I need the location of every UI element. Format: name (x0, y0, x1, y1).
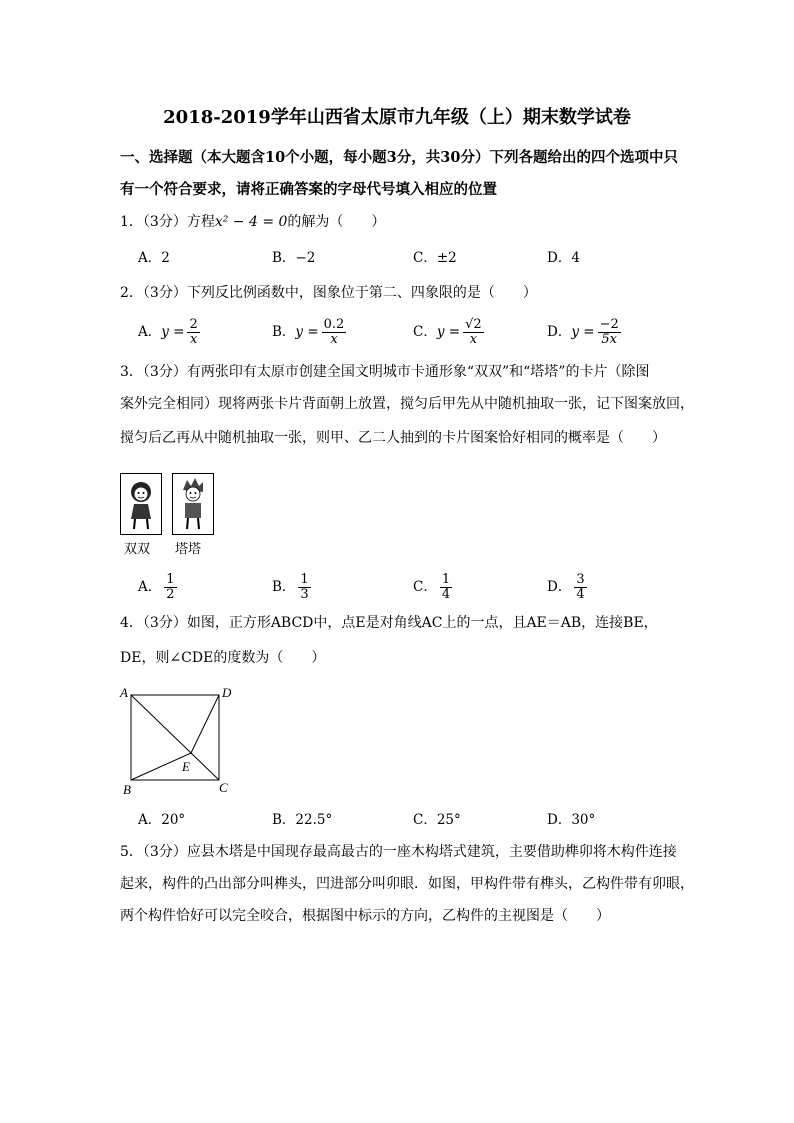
vertex-b-label: B (123, 782, 131, 797)
q1-equation: x² − 4 = 0 (214, 214, 288, 230)
q3-option-c[interactable]: C． $\frac{1}{4}$ (413, 572, 451, 602)
question-5-line3: 两个构件恰好可以完全咬合，根据图中标示的方向，乙构件的主视图是（ ） (120, 908, 610, 924)
page-title: 2018-2019学年山西省太原市九年级（上）期末数学试卷 (163, 107, 631, 128)
q4-option-a[interactable]: A．20° (138, 812, 186, 828)
vertex-c-label: C (219, 780, 228, 795)
q2-option-b[interactable]: B．y = $\frac{0.2}{x}$ (272, 317, 345, 347)
square-diagram (115, 683, 240, 798)
q3-option-a[interactable]: A． $\frac{1}{2}$ (138, 572, 175, 602)
q4-option-b[interactable]: B．22.5° (272, 812, 333, 828)
card-shuangshuang (120, 473, 162, 535)
question-5-line1: 5．（3分）应县木塔是中国现存最高最古的一座木构塔式建筑，主要借助榫卯将木构件连接 (120, 844, 677, 860)
question-3-line2: 案外完全相同）现将两张卡片背面朝上放置，搅匀后甲先从中随机抽取一张，记下图案放回， (120, 396, 694, 412)
q1-option-d[interactable]: D．4 (547, 250, 580, 266)
vertex-d-label: D (222, 685, 232, 700)
q3-option-d[interactable]: D． $\frac{3}{4}$ (547, 572, 585, 602)
card-label-tata: 塔塔 (175, 542, 202, 557)
point-e-label: E (182, 759, 190, 774)
segment-de (191, 695, 219, 753)
q4-option-d[interactable]: D．30° (547, 812, 596, 828)
question-3-line3: 搅匀后乙再从中随机抽取一张，则甲、乙二人抽到的卡片图案恰好相同的概率是（ ） (120, 430, 666, 446)
q1-option-a[interactable]: A．2 (138, 250, 170, 266)
question-4-line1: 4．（3分）如图，正方形ABCD中，点E是对角线AC上的一点，且AE＝AB，连接BE， (120, 615, 658, 631)
diagonal-ac (131, 695, 219, 780)
question-2: 2．（3分）下列反比例函数中，图象位于第二、四象限的是（ ） (120, 285, 537, 301)
q1-suffix: 的解为（ ） (287, 214, 386, 230)
card-tata (172, 473, 214, 535)
card-label-shuangshuang: 双双 (124, 542, 151, 557)
question-4-line2: DE，则∠CDE的度数为（ ） (120, 650, 326, 666)
question-1 (120, 212, 385, 232)
q1-option-c[interactable]: C．±2 (413, 250, 457, 266)
section-header-line2: 有一个符合要求，请将正确答案的字母代号填入相应的位置 (120, 181, 497, 198)
cartoon-girl-icon (121, 474, 161, 534)
q1-option-b[interactable]: B．−2 (272, 250, 316, 266)
q2-option-a[interactable]: A．y = $\frac{2}{x}$ (138, 317, 198, 347)
vertex-a-label: A (120, 685, 128, 700)
section-header-line1: 一、选择题（本大题含10个小题，每小题3分，共30分）下列各题给出的四个选项中只 (120, 149, 678, 166)
q1-prefix: 1．（3分）方程 (120, 214, 215, 230)
cartoon-boy-icon (173, 474, 213, 534)
q2-option-d[interactable]: D．y = $\frac{-2}{5x}$ (547, 317, 619, 347)
q2-option-c[interactable]: C．y = $\frac{√2}{x}$ (413, 317, 482, 347)
q3-option-b[interactable]: B． $\frac{1}{3}$ (272, 572, 309, 602)
question-5-line2: 起来，构件的凸出部分叫榫头，凹进部分叫卯眼．如图，甲构件带有榫头，乙构件带有卯眼， (120, 876, 694, 892)
question-3-line1: 3．（3分）有两张印有太原市创建全国文明城市卡通形象“双双”和“塔塔”的卡片（除图 (120, 364, 650, 380)
q4-option-c[interactable]: C．25° (413, 812, 461, 828)
